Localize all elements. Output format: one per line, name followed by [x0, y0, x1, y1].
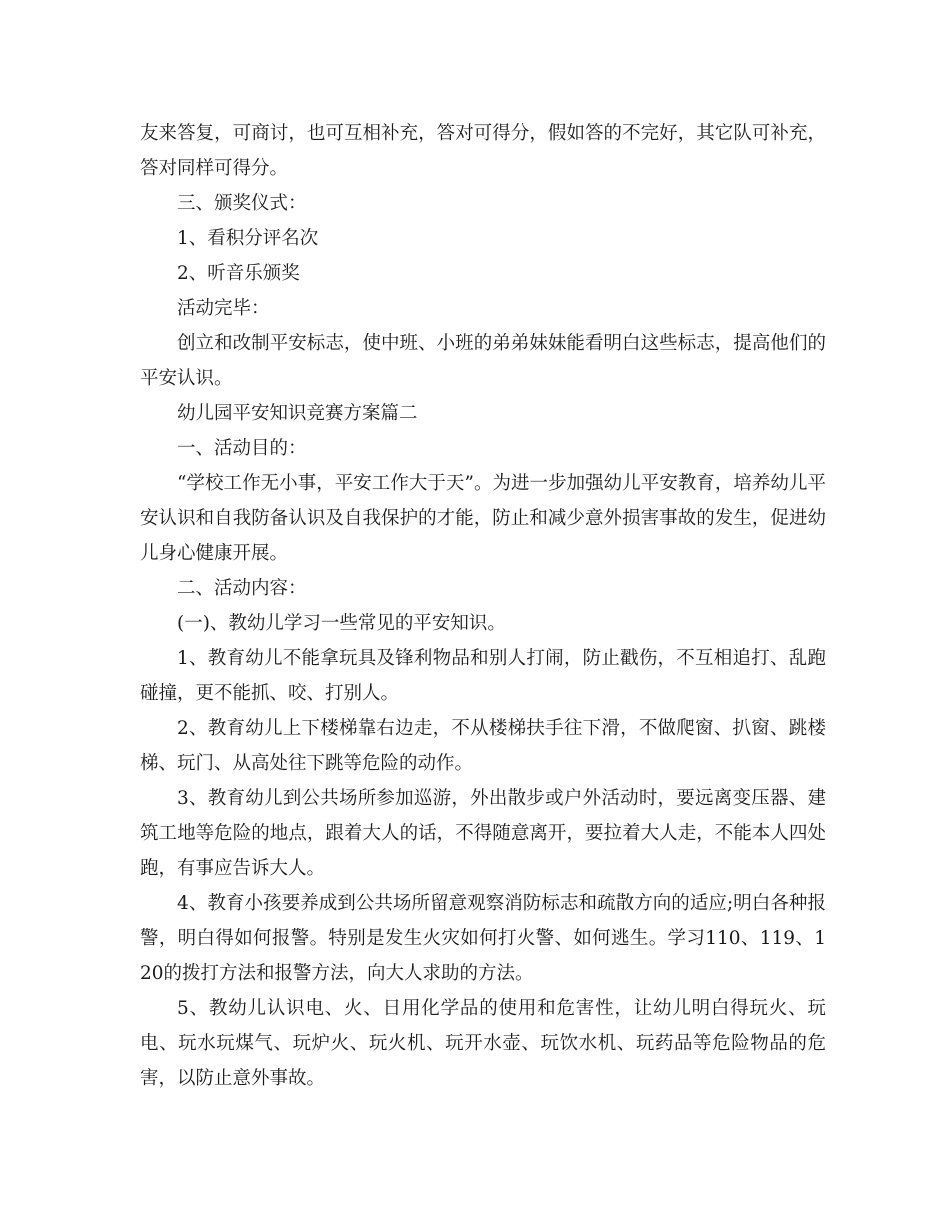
list-item: 1、看积分评名次: [177, 228, 319, 249]
list-item: 2、听音乐颁奖: [177, 263, 300, 284]
list-item: 4、教育小孩要养成到公共场所留意观察消防标志和疏散方向的适应;明白各种报警，明白得如何报警。特别是发生火灾如何打火警、如何逃生。学习110、119、120的拨打方法和报警方法，向大人求助的方法。: [140, 893, 826, 984]
section-heading-award-ceremony: 三、颁奖仪式：: [177, 193, 307, 214]
subsection-heading: (一)、教幼儿学习一些常见的平安知识。: [177, 613, 506, 634]
paragraph: 创立和改制平安标志，使中班、小班的弟弟妹妹能看明白这些标志，提高他们的平安认识。: [140, 333, 826, 389]
paragraph: “学校工作无小事，平安工作大于天”。为进一步加强幼儿平安教育，培养幼儿平安认识和自我防备认识及自我保护的才能，防止和减少意外损害事故的发生，促进幼儿身心健康开展。: [140, 473, 826, 564]
list-item: 3、教育幼儿到公共场所参加巡游，外出散步或户外活动时，要远离变压器、建筑工地等危险的地点，跟着大人的话，不得随意离开，要拉着大人走，不能本人四处跑，有事应告诉大人。: [140, 788, 826, 879]
paragraph: 友来答复，可商讨，也可互相补充，答对可得分，假如答的不完好，其它队可补充，答对同样可得分。: [140, 123, 826, 179]
paragraph: 活动完毕：: [177, 298, 270, 319]
list-item: 2、教育幼儿上下楼梯靠右边走，不从楼梯扶手往下滑，不做爬窗、扒窗、跳楼梯、玩门、从高处往下跳等危险的动作。: [140, 718, 826, 774]
section-heading-content: 二、活动内容：: [177, 578, 307, 599]
list-item: 5、教幼儿认识电、火、日用化学品的使用和危害性，让幼儿明白得玩火、玩电、玩水玩煤气、玩炉火、玩火机、玩开水壶、玩饮水机、玩药品等危险物品的危害，以防止意外事故。: [140, 998, 826, 1089]
document-body: [140, 116, 826, 1096]
document-subtitle: 幼儿园平安知识竞赛方案篇二: [177, 403, 418, 424]
list-item: 1、教育幼儿不能拿玩具及锋利物品和别人打闹，防止戳伤，不互相追打、乱跑碰撞，更不能抓、咬、打别人。: [140, 648, 826, 704]
section-heading-purpose: 一、活动目的：: [177, 438, 307, 459]
